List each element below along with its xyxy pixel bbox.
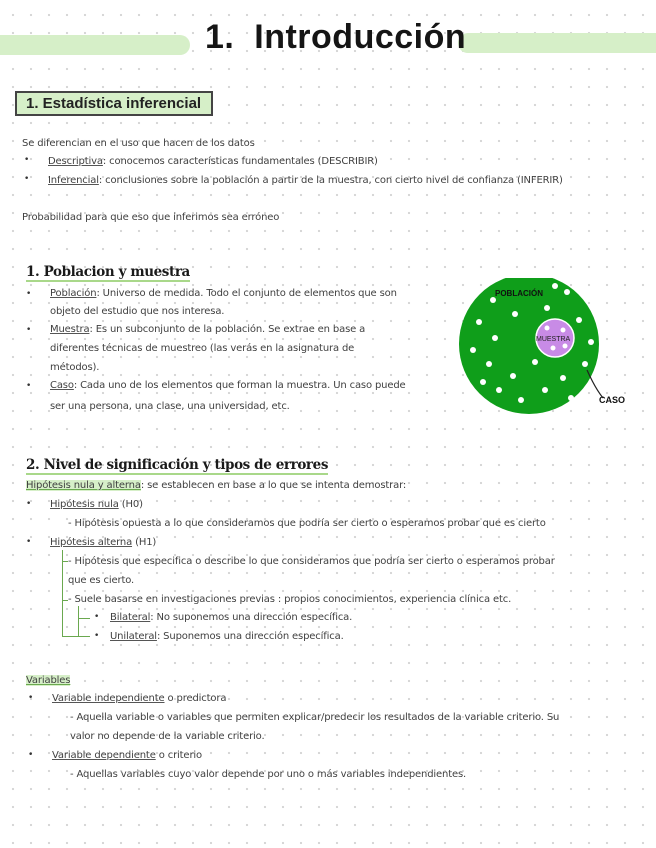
item-unilateral: Unilateral: Suponemos una dirección específica.	[110, 631, 344, 642]
item-bilateral: Bilateral: No suponemos una dirección específica.	[110, 612, 353, 623]
bullet-icon: •	[26, 289, 32, 299]
bilateral-arrow	[78, 618, 90, 619]
h1-connector-bottom	[62, 636, 78, 637]
bullet-icon: •	[28, 693, 34, 703]
section-heading-variables: Variables	[26, 675, 71, 686]
bullet-icon: •	[24, 155, 30, 165]
bullet-icon: •	[26, 325, 32, 335]
h1-description-2: que es cierto.	[68, 575, 135, 586]
dependiente-description-1: - Aquellas variables cuyo valor depende por uno o más variables independientes.	[70, 769, 467, 780]
item-caso: Caso: Cada uno de los elementos que forman la muestra. Un caso puede	[50, 380, 406, 391]
item-poblacion: Población: Universo de medida. Todo el conjunto de elementos que son	[50, 288, 397, 299]
h1-connector-line	[62, 550, 63, 636]
h0-description: - Hipótesis opuesta a lo que consideramos que podría ser cierto o esperamos probar que es cierto	[68, 518, 546, 529]
h1-description-3: - Suele basarse en investigaciones previas : propios conocimientos, experiencia clínica etc.	[68, 594, 512, 605]
item-caso-line2: ser una persona, una clase, una universidad, etc.	[50, 401, 290, 412]
page-title	[205, 18, 466, 57]
unilateral-arrow	[78, 636, 90, 637]
item-muestra-line2: diferentes técnicas de muestreo (las verás en la asignatura de	[50, 343, 355, 354]
bullet-icon: •	[94, 612, 100, 622]
diagram-label-poblacion: POBLACIÓN	[495, 289, 543, 298]
bullet-icon: •	[26, 381, 32, 391]
item-poblacion-line2: objeto del estudio que nos interesa.	[50, 306, 225, 317]
population-diagram	[455, 278, 645, 418]
item-h1: Hipótesis alterna (H1)	[50, 537, 157, 548]
item-inferencial: Inferencial: conclusiones sobre la población a partir de la muestra, con cierto nivel de confianza (INFERIR)	[48, 175, 563, 186]
bullet-icon: •	[26, 499, 32, 509]
section-heading-poblacion: 1. Poblacion y muestra	[26, 264, 190, 280]
section-heading-nivel: 2. Nivel de significación y tipos de errores	[26, 457, 329, 473]
item-muestra: Muestra: Es un subconjunto de la población. Se extrae en base a	[50, 324, 366, 335]
bullet-icon: •	[28, 750, 34, 760]
tail-connector-line	[78, 606, 79, 636]
item-muestra-line3: métodos).	[50, 362, 100, 373]
item-h0: Hipótesis nula (H0)	[50, 499, 143, 510]
page-title-number: 1.	[205, 18, 235, 56]
independiente-description-2: valor no depende de la variable criterio.	[70, 731, 265, 742]
h1-description-1: - Hipótesis que especifica o describe lo que consideramos que podría ser cierto o esperamos probar	[68, 556, 555, 567]
page-title-text: Introducción	[254, 18, 467, 56]
diagram-label-caso: CASO	[599, 395, 626, 405]
population-circle	[459, 278, 599, 414]
caso-pointer-line	[587, 370, 603, 398]
probabilidad-text: Probabilidad para que eso que inferimos sea erróneo	[22, 212, 280, 223]
item-variable-dependiente: Variable dependiente o criterio	[52, 750, 202, 761]
item-variable-independiente: Variable independiente o predictora	[52, 693, 227, 704]
header-bar-right	[458, 33, 656, 53]
diagram-label-muestra: MUESTRA	[536, 336, 571, 343]
hipotesis-intro: Hipótesis nula y alterna: se establecen en base a lo que se intenta demostrar:	[26, 480, 407, 491]
item-descriptiva: Descriptiva: conocemos características fundamentales (DESCRIBIR)	[48, 156, 378, 167]
bullet-icon: •	[26, 537, 32, 547]
bullet-icon: •	[24, 174, 30, 184]
inferencial-intro: Se diferencian en el uso que hacen de los datos	[22, 138, 255, 149]
independiente-description-1: - Aquella variable o variables que permiten explicar/predecir los resultados de la variable criterio. Su	[70, 712, 560, 723]
section-heading-inferencial: 1. Estadística inferencial	[15, 91, 213, 116]
header-bar-left	[0, 35, 190, 55]
bullet-icon: •	[94, 631, 100, 641]
